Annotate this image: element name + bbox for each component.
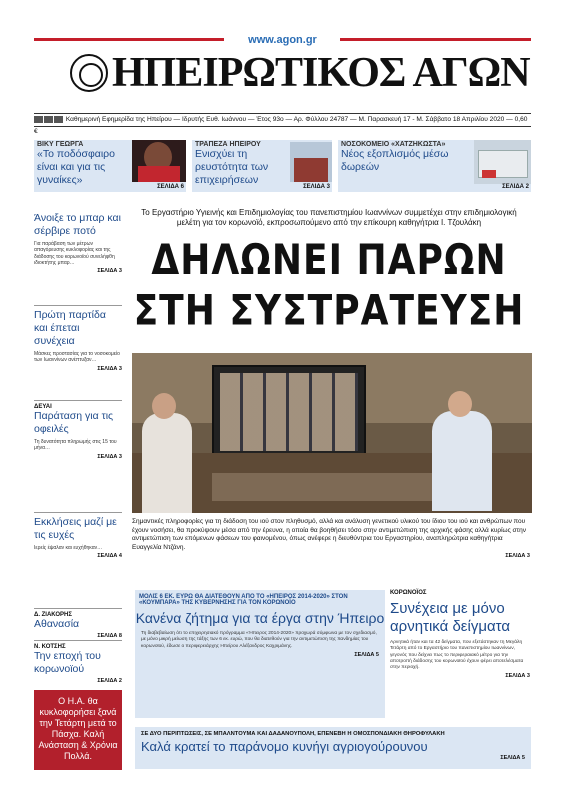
info-bar-text: Καθημερινή Εφημερίδα της Ηπείρου — Ιδρυτής Ευθ. Ιωάννου — Έτος 93ο — Αρ. Φύλλου 24787 — Μ. Παρασκευή 17 - Μ. Σάββατο 18 Απριλίου 2020 — 0,60 € (34, 116, 528, 135)
social-icon (44, 116, 53, 123)
teaser-photo (132, 140, 186, 182)
teaser-kicker: ΒΙΚΥ ΓΕΩΡΓΑ (37, 141, 84, 148)
teaser-1[interactable] (34, 140, 186, 192)
sidebar-title: Εκκλήσεις μαζί με τις ευχές (34, 516, 117, 541)
caption-text: Σημαντικές πληροφορίες για τη διάδοση του ιού στον πληθυσμό, αλλά και ανάλυση γενετικού υλικού του ίδιου του ιού και ανθρώπων που έχουν νοσήσει, θα προκύψουν μέσα από την έρευνα, η οποία θα βοηθήσει τόσο στην αντιμετώπιση της αρχικής φάσης αλλά κυρίως στην αντιμετώπιση των επόμενων φάσεων του φαινομένου, όπως ανέφερε η διευθύντρια του Εργαστηρίου, αναπληρώτρια καθηγήτρια Ευαγγελία Ντζάνη. (132, 518, 526, 551)
right-body: Αρνητικά ήταν και τα 42 δείγματα, που εξετάστηκαν τη Μεγάλη Τετάρτη από το Εργαστήριο του πανεπιστημίου Ιωαννίνων, γεγονός που δείχνει πως το περιφεραιακό μέτρο για την αποτροπή διάδοσης του κορωνοϊού έχουν φέρει αποτελέσματα στην περιοχή. (390, 640, 524, 671)
lead-headline[interactable] (130, 236, 528, 337)
sidebar-body: Ιερείς έψαλαν και ευχήθηκαν… (34, 545, 103, 551)
sidebar-title: Αθανασία (34, 618, 80, 630)
right-story[interactable] (390, 590, 530, 679)
site-url: www.agon.gr (248, 34, 317, 46)
sidebar-title: Την εποχή του κορωνοϊού (34, 650, 101, 675)
sidebar-title: Πρώτη παρτίδα και έπεται συνέχεια (34, 309, 106, 347)
bottom-story[interactable] (135, 727, 531, 769)
lead-photo (132, 353, 532, 513)
teaser-page: ΣΕΛΙΔΑ 3 (303, 184, 330, 190)
sidebar-page: ΣΕΛΙΔΑ 8 (97, 633, 122, 639)
caption-page: ΣΕΛΙΔΑ 3 (505, 553, 530, 559)
video-screen (212, 365, 366, 459)
story-box[interactable] (135, 590, 385, 718)
sidebar-page: ΣΕΛΙΔΑ 3 (97, 268, 122, 275)
teaser-page: ΣΕΛΙΔΑ 2 (502, 184, 529, 190)
teaser-3[interactable] (338, 140, 531, 192)
sidebar-title: Παράταση για τις οφειλές (34, 410, 114, 435)
right-title: Συνέχεια με μόνο αρνητικά δείγματα (390, 600, 511, 635)
sidebar-page: ΣΕΛΙΔΑ 3 (97, 365, 122, 372)
promo-box (34, 690, 122, 770)
box-title: Κανένα ζήτημα για τα έργα στην Ήπειρο (135, 610, 385, 626)
teaser-page: ΣΕΛΙΔΑ 6 (157, 184, 184, 190)
photo-caption (132, 518, 530, 561)
box-page: ΣΕΛΙΔΑ 5 (354, 651, 379, 658)
sidebar-body: Τη δυνατότητα πληρωμής στις 15 του μήνα… (34, 439, 117, 452)
bottom-title: Καλά κρατεί το παράνομο κυνήγι αγριογούρουνου (141, 739, 428, 754)
sidebar-column-1[interactable] (34, 608, 122, 639)
sidebar-page: ΣΕΛΙΔΑ 2 (97, 678, 122, 684)
sidebar-story-4[interactable] (34, 512, 122, 559)
sidebar-story-3[interactable] (34, 400, 122, 460)
headline-line-2: ΣΤΗ ΣΥΣΤΡΑΤΕΥΣΗ (133, 287, 525, 335)
teaser-photo (290, 142, 332, 182)
social-icon (54, 116, 63, 123)
teaser-text: «Το ποδόσφαιρο είναι και για τις γυναίκες» (37, 148, 115, 186)
masthead-title: ΗΠΕΙΡΩΤΙΚΟΣ ΑΓΩΝ (112, 50, 530, 96)
headline-line-1: ΔΗΛΩΝΕΙ ΠΑΡΩΝ (151, 237, 507, 285)
sidebar-story-1[interactable] (34, 212, 122, 274)
teaser-kicker: ΝΟΣΟΚΟΜΕΙΟ «ΧΑΤΖΗΚΩΣΤΑ» (341, 141, 446, 148)
right-kicker: ΚΟΡΩΝΟΪΟΣ (390, 590, 427, 596)
masthead-seal-icon (70, 54, 108, 92)
person-left (142, 413, 192, 513)
teaser-text: Ενισχύει τη ρευστότητα των επιχειρήσεων (195, 148, 269, 186)
box-kicker: ΜΟΛΙΣ 6 ΕΚ. ΕΥΡΩ ΘΑ ΔΙΑΤΕΘΟΥΝ ΑΠΟ ΤΟ «ΗΠΕΙΡΟΣ 2014-2020» ΣΤΟΝ «ΚΟΥΜΠΑΡΑ» ΤΗΣ ΚΥΒΕΡΝΗΣΗΣ ΓΙΑ ΤΟΝ ΚΟΡΩΝΟΪΟ (139, 594, 348, 606)
sidebar-title: Άνοιξε το μπαρ και σέρβιρε ποτό (34, 212, 121, 237)
top-rule-left (34, 38, 224, 41)
sidebar-story-2[interactable] (34, 305, 122, 372)
sidebar-kicker: ΔΕΥΑΙ (34, 404, 52, 410)
social-icon (34, 116, 43, 123)
teaser-photo (474, 140, 531, 184)
teaser-text: Νέος εξοπλισμός μέσω δωρεών (341, 148, 449, 173)
top-rule-right (340, 38, 531, 41)
person-right (432, 411, 492, 511)
promo-text: Ο Η.Α. θα κυκλοφορήσει ξανά την Τετάρτη μετά το Πάσχα. Καλή Ανάσταση & Χρόνια Πολλά. (38, 696, 118, 761)
right-page: ΣΕΛΙΔΑ 3 (505, 673, 530, 680)
box-body: Τη διαβεβαίωση ότι το επιχειρησιακό πρόγραμμα «Ήπειρος 2014-2020» προχωρά σύμφωνα με τον σχεδιασμό, με μόνο μικρή μείωση της τάξης των 6 εκ. ευρώ, που θα διατεθούν για την αντιμετώπιση της πανδημίας του κορωνοϊού, έδωσε ο περιφερειάρχης Ηπείρου Αλέξανδρος Καχριμάνης. (141, 631, 377, 649)
sidebar-page: ΣΕΛΙΔΑ 4 (97, 553, 122, 560)
sidebar-page: ΣΕΛΙΔΑ 3 (97, 453, 122, 460)
teaser-kicker: ΤΡΑΠΕΖΑ ΗΠΕΙΡΟΥ (195, 141, 261, 148)
lead-lede: Το Εργαστήριο Υγιεινής και Επιδημιολογίας του πανεπιστημίου Ιωαννίνων συμμετέχει στην επιδημιολογική μελέτη για τον κορωνοϊό, εκπροσωπούμενο από την επίκουρη καθηγήτρια Ι. Τζουλάκη (141, 208, 517, 227)
sidebar-column-2[interactable] (34, 640, 122, 684)
bottom-kicker: ΣΕ ΔΥΟ ΠΕΡΙΠΤΩΣΕΙΣ, ΣΕ ΜΠΑΛΝΤΟΥΜΑ ΚΑΙ ΔΑΔΑΝΟΥΠΟΛΗ, ΕΠΕΝΕΒΗ Η ΟΜΟΣΠΟΝΔΙΑΚΗ ΘΗΡΟΦΥΛΑΚΗ (141, 731, 445, 737)
sidebar-kicker: Δ. ΖΙΑΚΟΡΗΣ (34, 612, 72, 618)
info-bar (34, 113, 531, 135)
sidebar-body: Για παράβαση των μέτρων απαγόρευσης κυκλοφορίας και της διάδοσης του κορωνοϊού συνελήφθη ιδιοκτήτης μπαρ… (34, 241, 115, 266)
sidebar-kicker: Ν. ΚΟΤΣΗΣ (34, 644, 66, 650)
teaser-2[interactable] (192, 140, 332, 192)
sidebar-body: Μάσκες προστασίας για το νοσοκομείο των Ιωαννίνων ανέπτυξαν… (34, 351, 120, 364)
bottom-page: ΣΕΛΙΔΑ 5 (500, 755, 525, 761)
